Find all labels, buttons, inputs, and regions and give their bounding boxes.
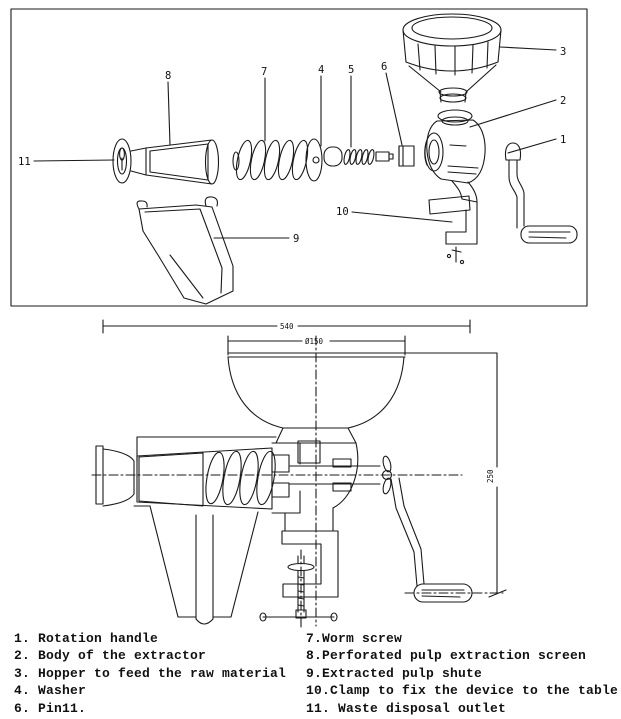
callout-label-1: 1 <box>560 134 567 146</box>
legend-item-11: 11. Waste disposal outlet <box>305 700 506 716</box>
leader-11 <box>34 160 114 161</box>
legend-column-right <box>306 630 618 717</box>
assembly-crank <box>382 455 472 602</box>
leader-6 <box>386 73 402 145</box>
legend-column-left <box>14 630 306 717</box>
leader-2 <box>470 100 556 127</box>
assembly-clamp <box>260 508 338 621</box>
legend-item-3: 3. Hopper to feed the raw material <box>14 665 287 681</box>
callout-label-7: 7 <box>261 66 268 78</box>
part-pin-nut <box>399 146 414 166</box>
part-pulp-shute <box>137 197 233 304</box>
exploded-view-border <box>11 9 587 306</box>
dim-width-label: 540 <box>280 322 294 331</box>
legend-item-1: 1. Rotation handle <box>14 631 159 646</box>
part-hopper <box>403 14 501 102</box>
dim-diameter-label: Ø150 <box>305 337 324 346</box>
dim-height-label: 250 <box>486 469 495 483</box>
legend-item-9: 9.Extracted pulp shute <box>305 665 482 681</box>
callout-label-11: 11 <box>18 156 31 168</box>
part-screen-and-outlet <box>113 139 219 184</box>
callout-label-3: 3 <box>560 46 567 58</box>
legend-item-8: 8.Perforated pulp extraction screen <box>305 648 586 664</box>
legend-item-10: 10.Clamp to fix the device to the table <box>305 683 618 699</box>
callout-label-5: 5 <box>348 64 355 76</box>
callout-leaders <box>34 47 556 238</box>
dimension-width <box>103 320 470 333</box>
assembly-view-figure <box>92 320 506 627</box>
exploded-view-figure <box>11 9 587 306</box>
leader-8 <box>168 82 170 145</box>
legend-item-2: 2. Body of the extractor <box>14 648 207 664</box>
dimension-height <box>486 353 506 597</box>
assembly-hopper-bowl <box>228 353 497 443</box>
legend-item-7: 7.Worm screw <box>305 631 402 646</box>
callout-label-9: 9 <box>293 233 300 245</box>
part-body-with-clamp <box>425 110 485 264</box>
part-worm-screw <box>233 139 322 181</box>
assembly-chute <box>150 506 258 624</box>
callout-label-10: 10 <box>336 206 349 218</box>
part-rotation-handle <box>505 143 577 243</box>
leader-1 <box>508 139 556 153</box>
callout-label-4: 4 <box>318 64 325 76</box>
callout-label-8: 8 <box>165 70 172 82</box>
callout-label-2: 2 <box>560 95 567 107</box>
callout-label-6: 6 <box>381 61 388 73</box>
legend-item-6: 6. Pin11. <box>14 700 87 716</box>
part-washer-shaft <box>324 147 393 166</box>
legend-item-4: 4. Washer <box>14 683 87 699</box>
leader-3 <box>500 47 556 50</box>
parts-legend <box>14 630 618 717</box>
